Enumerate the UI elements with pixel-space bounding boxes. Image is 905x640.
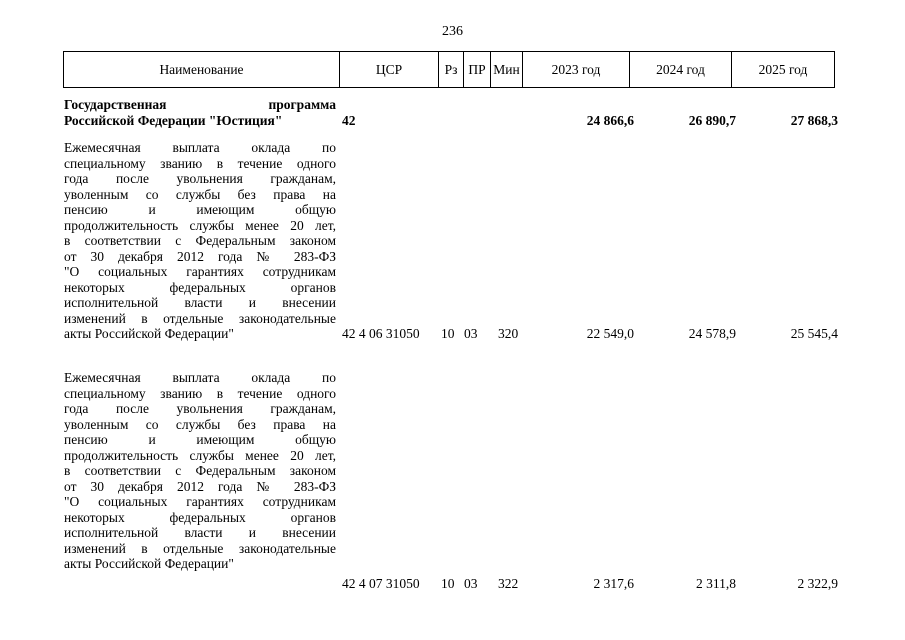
header-csr: ЦСР — [340, 52, 439, 88]
row-name-line: в соответствии с Федеральным законом — [64, 233, 336, 248]
header-name: Наименование — [64, 52, 340, 88]
row-value-2024: 24 578,9 — [688, 326, 736, 341]
row-value-2025: 2 322,9 — [797, 576, 838, 591]
row-min: 322 — [498, 576, 519, 591]
row-name-line: Российской Федерации "Юстиция" — [64, 112, 283, 128]
row-name-line: уволенным со службы без права на — [64, 186, 336, 202]
row-name-line: некоторых федеральных органов — [64, 279, 336, 295]
row-name-line: изменений в отдельные законодательные — [64, 540, 336, 556]
row-value-2023: 22 549,0 — [586, 326, 634, 341]
row-name-line: пенсию и имеющим общую — [64, 432, 336, 447]
row-name-line: в соответствии с Федеральным законом — [64, 463, 336, 478]
row-name-line: специальному званию в течение одного — [64, 385, 336, 401]
row-name-line: специальному званию в течение одного — [64, 155, 336, 171]
row-name-line: акты Российской Федерации" — [64, 326, 234, 341]
row-rz: 10 — [441, 326, 455, 341]
header-year-2023: 2023 год — [523, 52, 630, 88]
row-name-line: "О социальных гарантиях сотрудникам — [64, 264, 336, 279]
row-min: 320 — [498, 326, 519, 341]
table-row — [63, 140, 838, 350]
table-row — [63, 97, 838, 131]
row-value-2025: 25 545,4 — [790, 326, 838, 341]
row-name-line: акты Российской Федерации" — [64, 556, 234, 571]
header-min: Мин — [491, 52, 523, 88]
row-name — [64, 140, 336, 342]
column-header-table — [63, 51, 835, 88]
header-year-2024: 2024 год — [630, 52, 732, 88]
row-pr: 03 — [464, 576, 478, 591]
row-name-line: некоторых федеральных органов — [64, 509, 336, 525]
row-name-line: продолжительность службы менее 20 лет, — [64, 217, 336, 233]
row-name-line: Государственная программа — [64, 97, 336, 112]
header-year-2025: 2025 год — [732, 52, 835, 88]
row-name-line: от 30 декабря 2012 года № 283-ФЗ — [64, 248, 336, 264]
row-name-line: года после увольнения гражданам, — [64, 171, 336, 186]
row-name-line: Ежемесячная выплата оклада по — [64, 370, 336, 385]
row-name-line: продолжительность службы менее 20 лет, — [64, 447, 336, 463]
row-name-line: изменений в отдельные законодательные — [64, 310, 336, 326]
row-name-line: Ежемесячная выплата оклада по — [64, 140, 336, 155]
page-number: 236 — [442, 24, 463, 39]
row-csr: 42 — [342, 112, 356, 128]
row-name-line: года после увольнения гражданам, — [64, 401, 336, 416]
row-name — [64, 370, 336, 572]
row-value-2024: 2 311,8 — [696, 576, 736, 591]
row-value-2025: 27 868,3 — [790, 112, 838, 128]
table-row — [63, 370, 838, 591]
row-pr: 03 — [464, 326, 478, 341]
row-value-2023: 24 866,6 — [586, 112, 634, 128]
header-pr: ПР — [464, 52, 491, 88]
row-name-line: от 30 декабря 2012 года № 283-ФЗ — [64, 478, 336, 494]
row-name-line: исполнительной власти и внесении — [64, 295, 336, 310]
row-value-2024: 26 890,7 — [688, 112, 736, 128]
row-value-2023: 2 317,6 — [593, 576, 634, 591]
row-csr: 42 4 06 31050 — [342, 326, 420, 341]
row-name-line: "О социальных гарантиях сотрудникам — [64, 494, 336, 509]
row-rz: 10 — [441, 576, 455, 591]
row-name — [64, 97, 336, 128]
row-name-line: пенсию и имеющим общую — [64, 202, 336, 217]
row-name-line: исполнительной власти и внесении — [64, 525, 336, 540]
row-csr: 42 4 07 31050 — [342, 576, 420, 591]
row-name-line: уволенным со службы без права на — [64, 416, 336, 432]
header-rz: Рз — [439, 52, 464, 88]
